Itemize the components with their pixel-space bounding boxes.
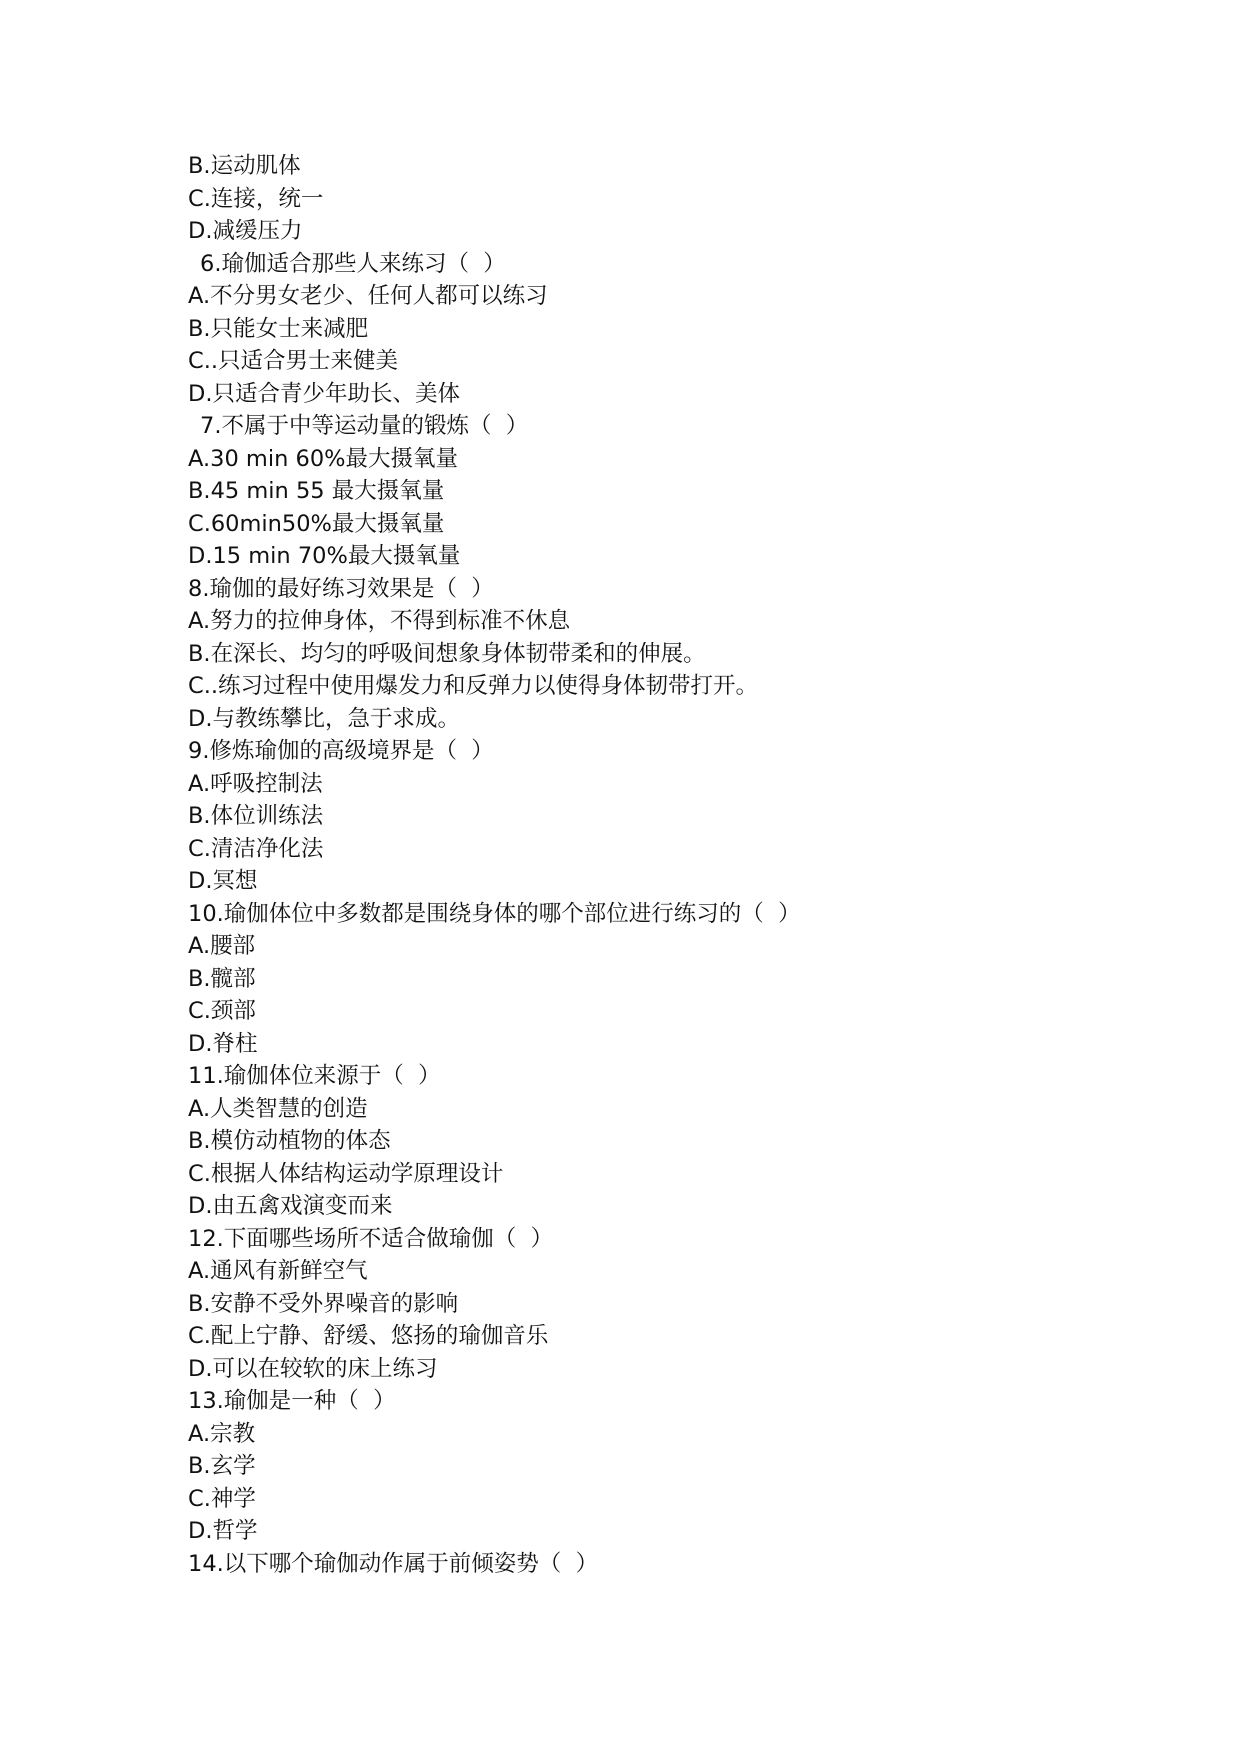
answer-option: B.运动肌体: [188, 153, 301, 179]
answer-option: A.宗教: [188, 1420, 256, 1447]
answer-option: B.45 min 55 最大摄氧量: [188, 478, 445, 504]
question-text: 13.瑜伽是一种（ ）: [188, 1388, 396, 1414]
answer-option: A.30 min 60%最大摄氧量: [188, 445, 459, 472]
answer-option: D.减缓压力: [188, 218, 303, 244]
answer-option: D.哲学: [188, 1518, 258, 1544]
answer-option: B.在深长、均匀的呼吸间想象身体韧带柔和的伸展。: [188, 640, 706, 667]
answer-option: D.15 min 70%最大摄氧量: [188, 543, 461, 569]
answer-option: B.模仿动植物的体态: [188, 1128, 391, 1154]
answer-option: D.脊柱: [188, 1030, 258, 1057]
answer-option: D.由五禽戏演变而来: [188, 1193, 393, 1219]
question-text: 6.瑜伽适合那些人来练习（ ）: [200, 250, 506, 277]
answer-option: C..练习过程中使用爆发力和反弹力以使得身体韧带打开。: [188, 673, 759, 699]
answer-option: C.神学: [188, 1485, 256, 1512]
answer-option: C.60min50%最大摄氧量: [188, 510, 445, 537]
answer-option: A.通风有新鲜空气: [188, 1258, 368, 1284]
answer-option: A.腰部: [188, 933, 256, 959]
answer-option: A.不分男女老少、任何人都可以练习: [188, 283, 548, 309]
answer-option: B.只能女士来减肥: [188, 315, 369, 342]
answer-option: D.只适合青少年助长、美体: [188, 380, 460, 407]
answer-option: C.配上宁静、舒缓、悠扬的瑜伽音乐: [188, 1323, 549, 1349]
answer-option: C.清洁净化法: [188, 835, 324, 862]
question-text: 8.瑜伽的最好练习效果是（ ）: [188, 575, 494, 602]
answer-option: A.努力的拉伸身体，不得到标准不休息: [188, 608, 571, 634]
answer-option: D.可以在较软的床上练习: [188, 1355, 438, 1382]
answer-option: C.连接，统一: [188, 185, 324, 212]
question-text: 7.不属于中等运动量的锻炼（ ）: [200, 413, 529, 439]
answer-option: C.根据人体结构运动学原理设计: [188, 1160, 504, 1187]
answer-option: D.与教练攀比，急于求成。: [188, 705, 460, 732]
answer-option: B.安静不受外界噪音的影响: [188, 1290, 459, 1317]
answer-option: C.颈部: [188, 998, 256, 1024]
question-text: 14.以下哪个瑜伽动作属于前倾姿势（ ）: [188, 1550, 599, 1577]
quiz-text-body: [188, 150, 1188, 1580]
answer-option: B.髋部: [188, 965, 256, 992]
question-text: 9.修炼瑜伽的高级境界是（ ）: [188, 738, 494, 764]
answer-option: B.玄学: [188, 1453, 256, 1479]
answer-option: A.呼吸控制法: [188, 770, 323, 797]
answer-option: C..只适合男士来健美: [188, 348, 399, 374]
question-text: 11.瑜伽体位来源于（ ）: [188, 1063, 441, 1089]
answer-option: B.体位训练法: [188, 803, 324, 829]
answer-option: D.冥想: [188, 868, 258, 894]
answer-option: A.人类智慧的创造: [188, 1095, 368, 1122]
question-text: 12.下面哪些场所不适合做瑜伽（ ）: [188, 1225, 554, 1252]
question-text: 10.瑜伽体位中多数都是围绕身体的哪个部位进行练习的（ ）: [188, 900, 801, 927]
